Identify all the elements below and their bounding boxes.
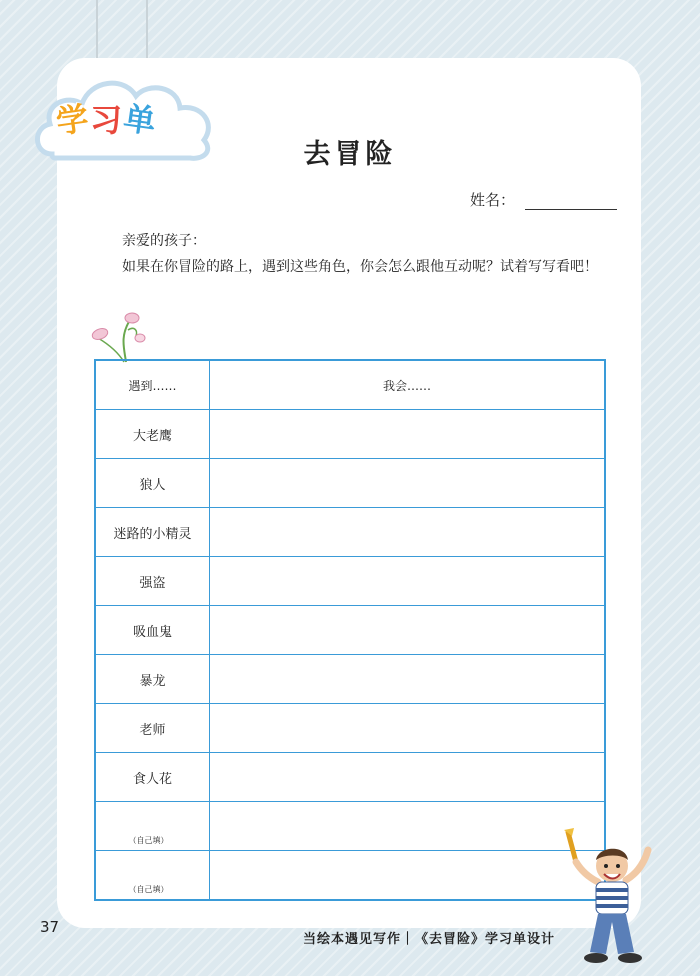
table-row — [95, 410, 605, 459]
badge-char-1: 学 — [53, 98, 93, 142]
table-row — [95, 753, 605, 802]
response-cell[interactable] — [210, 459, 606, 508]
response-cell[interactable] — [210, 704, 606, 753]
character-cell: 老师 — [95, 704, 210, 753]
greeting-text: 亲爱的孩子： — [122, 233, 206, 249]
character-cell: 狼人 — [95, 459, 210, 508]
table-row — [95, 606, 605, 655]
footer-caption: 当绘本遇见写作｜《去冒险》学习单设计 — [303, 932, 556, 947]
name-blank-line[interactable] — [525, 193, 617, 210]
response-cell[interactable] — [210, 802, 606, 851]
self-fill-note: （自己填） — [128, 885, 169, 894]
response-cell[interactable] — [210, 655, 606, 704]
boy-with-sword-icon — [560, 828, 660, 968]
response-cell[interactable] — [210, 753, 606, 802]
table-row — [95, 508, 605, 557]
self-fill-note: （自己填） — [128, 836, 169, 845]
column-header-encounter: 遇到…… — [95, 360, 210, 410]
response-cell[interactable] — [210, 557, 606, 606]
character-cell: 强盗 — [95, 557, 210, 606]
badge-char-3: 单 — [121, 98, 161, 142]
response-cell[interactable] — [210, 410, 606, 459]
instruction-text: 如果在你冒险的路上，遇到这些角色，你会怎么跟他互动呢？试着写写看吧！ — [122, 259, 598, 275]
table-header-row — [95, 360, 605, 410]
self-fill-cell[interactable] — [95, 851, 210, 901]
table-row — [95, 704, 605, 753]
character-cell: 大老鹰 — [95, 410, 210, 459]
character-cell: 食人花 — [95, 753, 210, 802]
column-header-response: 我会…… — [210, 360, 606, 410]
page-title: 去冒险 — [303, 139, 397, 170]
response-cell[interactable] — [210, 851, 606, 901]
character-cell: 暴龙 — [95, 655, 210, 704]
character-cell: 吸血鬼 — [95, 606, 210, 655]
character-cell: 迷路的小精灵 — [95, 508, 210, 557]
badge-char-2: 习 — [90, 101, 125, 139]
table-row — [95, 459, 605, 508]
table-row — [95, 557, 605, 606]
table-row-self-fill — [95, 851, 605, 901]
table-row-self-fill — [95, 802, 605, 851]
name-field — [470, 189, 617, 210]
page-number: 37 — [40, 918, 60, 936]
name-label: 姓名： — [470, 191, 516, 209]
response-cell[interactable] — [210, 508, 606, 557]
table-row — [95, 655, 605, 704]
flower-icon — [90, 308, 150, 364]
response-cell[interactable] — [210, 606, 606, 655]
self-fill-cell[interactable] — [95, 802, 210, 851]
interaction-table — [94, 359, 606, 901]
